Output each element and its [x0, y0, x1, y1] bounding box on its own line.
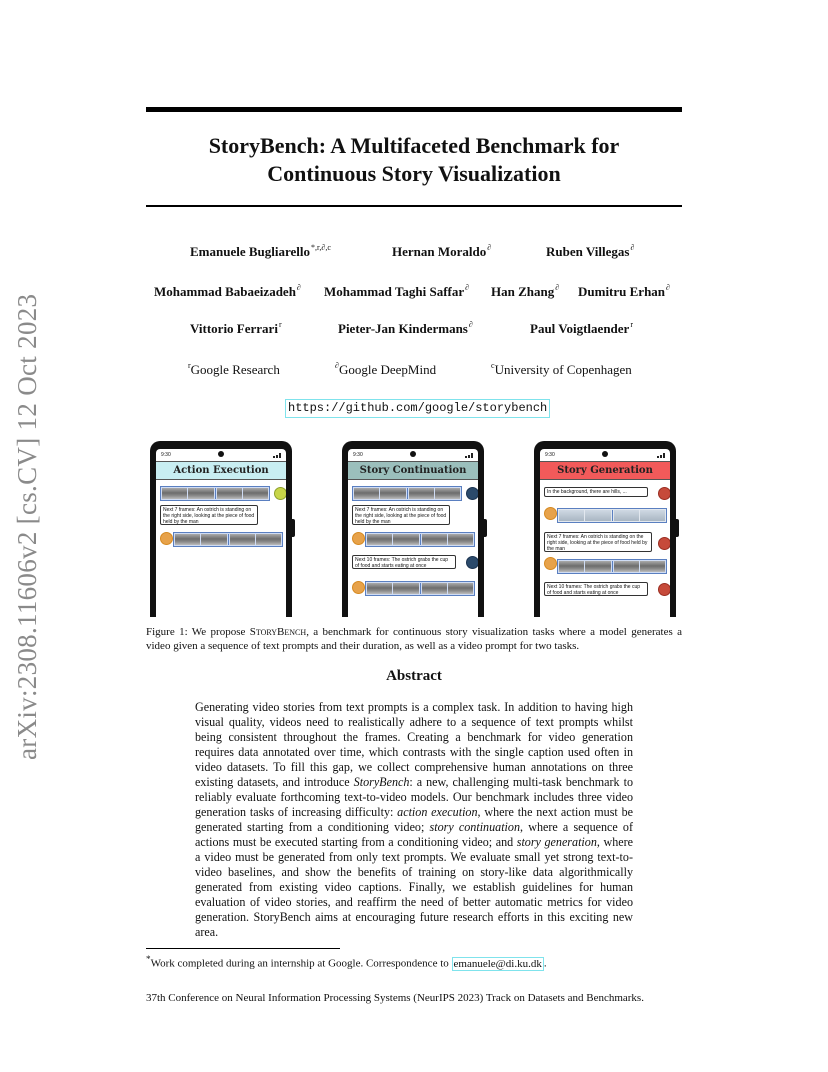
- video-frame-strip: [557, 559, 667, 574]
- affiliation: $^c$University of Copenhagen: [491, 361, 632, 377]
- phone-action-execution: [150, 441, 292, 617]
- abstract-text: , where the next action must be generated starting from a conditioning video;: [195, 805, 633, 834]
- footnote-text: Work completed during an internship at Google. Correspondence to: [150, 957, 452, 970]
- bot-avatar-icon: [658, 583, 670, 596]
- title-bottom-rule: [146, 205, 682, 207]
- prompt-bubble: Next 10 frames: The ostrich grabs the cup of food and starts eating at once: [544, 582, 648, 596]
- abstract-heading: Abstract: [386, 668, 442, 684]
- abstract-text: : a new, challenging multi-task benchmark to reliably evaluate forthcoming text-to-video models. Our benchmark includes three video generation tasks of increasing difficulty:: [195, 775, 633, 819]
- status-bar: [348, 449, 478, 461]
- caption-text: We propose: [187, 626, 250, 638]
- bot-avatar-icon: [466, 487, 478, 500]
- video-frame-strip: [173, 532, 283, 547]
- title-line-1: StoryBench: A Multifaceted Benchmark for: [208, 133, 620, 158]
- phone-side-button: [484, 519, 487, 537]
- user-avatar-icon: [160, 532, 173, 545]
- user-avatar-icon: [352, 581, 365, 594]
- camera-icon: [218, 451, 224, 457]
- abstract-body: [195, 700, 633, 940]
- prompt-bubble: Next 7 frames: An ostrich is standing on the right side, looking at the piece of food held by the man: [160, 505, 258, 525]
- user-avatar-icon: [544, 507, 557, 520]
- author: Paul Voigtlaender$^r$: [530, 320, 633, 336]
- phone-screen: [348, 449, 478, 617]
- app-header: Action Execution: [156, 461, 286, 480]
- author: Vittorio Ferrari$^r$: [190, 320, 282, 336]
- affiliation: $^r$Google Research: [188, 361, 280, 377]
- caption-benchmark-name: StoryBench: [249, 626, 307, 638]
- author: Dumitru Erhan∂: [578, 283, 670, 299]
- author: Han Zhang∂: [491, 283, 560, 299]
- signal-battery-icon: [272, 452, 282, 457]
- author: Ruben Villegas∂: [546, 243, 635, 259]
- status-bar: [156, 449, 286, 461]
- github-link[interactable]: https://github.com/google/storybench: [285, 399, 550, 418]
- video-frame-strip: [160, 486, 270, 501]
- author: Pieter-Jan Kindermans∂: [338, 320, 473, 336]
- camera-icon: [602, 451, 608, 457]
- app-header: Story Continuation: [348, 461, 478, 480]
- phone-screen: [156, 449, 286, 617]
- abstract-text: , where a video must be generated from only text prompts. We evaluate small yet strong text-to-video baselines, and show the benefits of training on story-like data algorithmically generated from existing video captions. Finally, we establish guidelines for human evaluation of video stories, and reaffirm the need of better automatic metrics for video generation. StoryBench aims at encouraging future research efforts in this exciting new area.: [195, 835, 634, 939]
- app-header: Story Generation: [540, 461, 670, 480]
- video-frame-strip: [352, 486, 462, 501]
- phone-story-generation: [534, 441, 676, 617]
- prompt-bubble: Next 10 frames: The ostrich grabs the cup of food and starts eating at once: [352, 555, 456, 569]
- bot-avatar-icon: [658, 487, 670, 500]
- phone-side-button: [292, 519, 295, 537]
- abstract-text: Generating video stories from text prompts is a complex task. In addition to having high visual quality, videos need to realistically adhere to a sequence of text prompts whilst being consistent throughout the frames. Creating a benchmark for video generation requires data annotated over time, which contrasts with the single caption used often in video datasets. To fill this gap, we collect comprehensive human annotations on three existing datasets, and introduce: [195, 700, 633, 789]
- paper-title: [146, 132, 682, 188]
- status-time: 9:30: [545, 452, 555, 458]
- abstract-emphasis: action execution: [397, 805, 478, 819]
- status-time: 9:30: [353, 452, 363, 458]
- title-top-rule: [146, 107, 682, 112]
- signal-battery-icon: [464, 452, 474, 457]
- author: Emanuele Bugliarello$^{*,r,\partial,c}$: [190, 243, 331, 259]
- title-line-2: Continuous Story Visualization: [267, 161, 561, 186]
- video-frame-strip: [365, 581, 475, 596]
- video-frame-strip: [557, 508, 667, 523]
- venue-note: 37th Conference on Neural Information Processing Systems (NeurIPS 2023) Track on Datasets and Benchmarks.: [146, 992, 644, 1004]
- footnote-end: .: [543, 957, 547, 970]
- email-link[interactable]: emanuele@di.ku.dk: [453, 957, 542, 970]
- abstract-emphasis: story continuation: [429, 820, 521, 834]
- phone-screen: [540, 449, 670, 617]
- caption-label: Figure 1:: [146, 626, 188, 638]
- author: Mohammad Taghi Saffar∂: [324, 283, 470, 299]
- footnote-mark: *: [146, 954, 151, 964]
- affiliation: ∂Google DeepMind: [335, 361, 437, 377]
- bot-avatar-icon: [466, 556, 478, 569]
- caption-text: , a benchmark for continuous story visualization tasks where a model generates a video given a sequence of text prompts and their duration, as well as a video prompt for two tasks.: [146, 626, 683, 652]
- footnote: [146, 954, 682, 970]
- camera-icon: [410, 451, 416, 457]
- figure-caption: [146, 625, 682, 653]
- user-avatar-icon: [544, 557, 557, 570]
- bot-avatar-icon: [274, 487, 286, 500]
- user-avatar-icon: [352, 532, 365, 545]
- video-frame-strip: [365, 532, 475, 547]
- author: Hernan Moraldo∂: [392, 243, 492, 259]
- author: Mohammad Babaeizadeh∂: [154, 283, 301, 299]
- prompt-bubble: In the background, there are hills, ...: [544, 487, 648, 497]
- signal-battery-icon: [656, 452, 666, 457]
- bot-avatar-icon: [658, 537, 670, 550]
- phone-story-continuation: [342, 441, 484, 617]
- abstract-text: , where a sequence of actions must be executed starting from a conditioning video; and: [195, 820, 634, 849]
- status-bar: [540, 449, 670, 461]
- abstract-emphasis: StoryBench: [353, 775, 410, 789]
- phone-side-button: [676, 519, 679, 537]
- prompt-bubble: Next 7 frames: An ostrich is standing on the right side, looking at the piece of food held by the man: [544, 532, 652, 552]
- arxiv-identifier: arXiv:2308.11606v2 [cs.CV] 12 Oct 2023: [12, 293, 42, 760]
- status-time: 9:30: [161, 452, 171, 458]
- prompt-bubble: Next 7 frames: An ostrich is standing on the right side, looking at the piece of food held by the man: [352, 505, 450, 525]
- footnote-rule: [146, 948, 340, 949]
- abstract-emphasis: story generation: [516, 835, 597, 849]
